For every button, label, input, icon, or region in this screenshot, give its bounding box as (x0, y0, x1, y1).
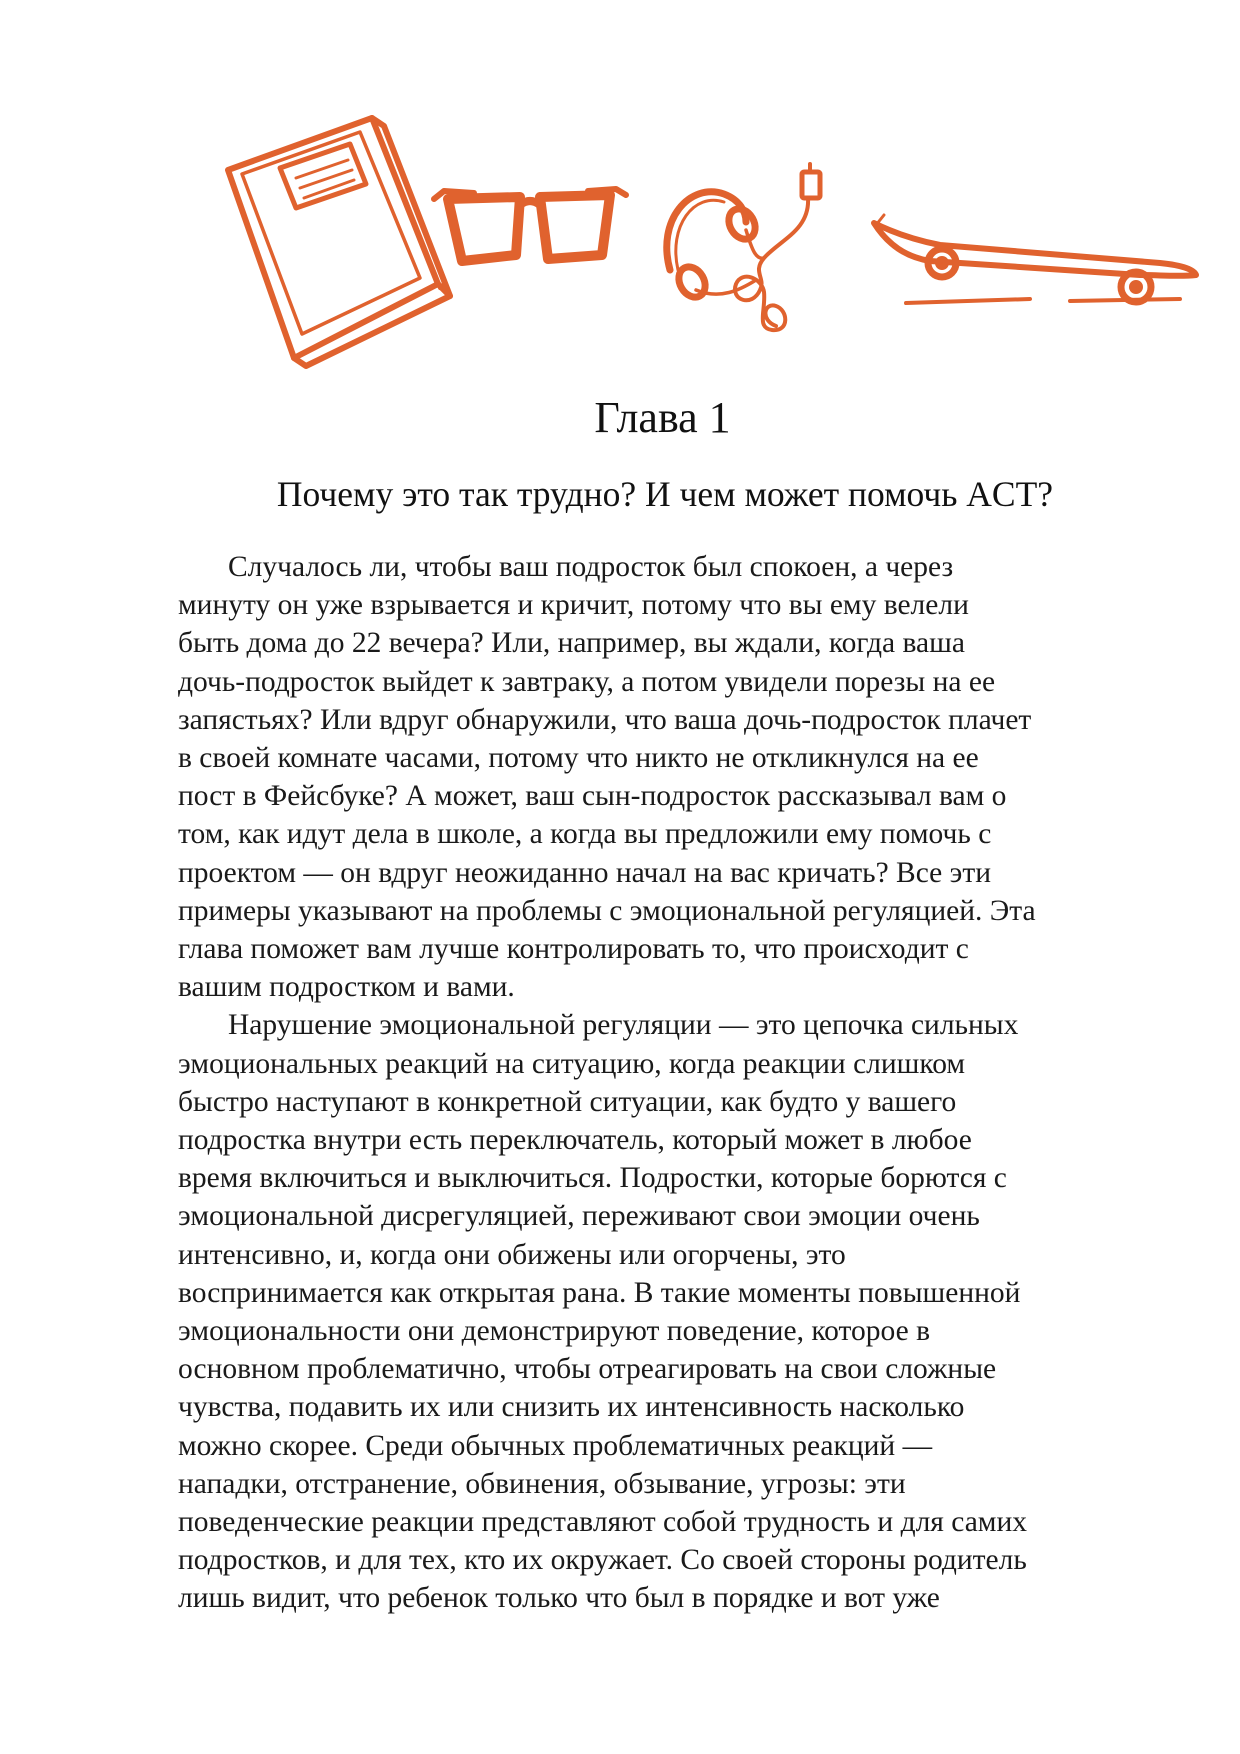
text-line: время включиться и выключиться. Подростки, которые борются с (178, 1162, 1007, 1195)
text-line: запястьях? Или вдруг обнаружили, что ваша дочь-подросток плачет (178, 703, 1032, 736)
chapter-title: Глава 1 (594, 393, 731, 442)
text-line: чувства, подавить их или снизить их интенсивность насколько (178, 1391, 965, 1424)
text-line: том, как идут дела в школе, а когда вы предложили ему помочь с (178, 818, 992, 851)
text-line: быстро наступают в конкретной ситуации, как будто у вашего (178, 1085, 957, 1118)
text-line: вашим подростком и вами. (178, 971, 515, 1004)
text-line: поведенческие реакции представляют собой трудность и для самих (178, 1506, 1027, 1539)
chapter-illustrations (0, 0, 1240, 380)
text-line: Нарушение эмоциональной регуляции — это цепочка сильных (228, 1009, 1019, 1042)
text-line: воспринимается как открытая рана. В такие моменты повышенной (178, 1276, 1021, 1309)
chapter-subtitle: Почему это так трудно? И чем может помочь ACT? (276, 474, 1054, 514)
text-line: пост в Фейсбуке? А может, ваш сын-подросток рассказывал вам о (178, 780, 1007, 813)
skateboard-icon (870, 215, 1200, 315)
paragraph (178, 548, 1178, 1006)
text-line: дочь-подросток выйдет к завтраку, а потом увидели порезы на ее (178, 665, 996, 698)
text-line: основном проблематично, чтобы отреагировать на свои сложные (178, 1353, 997, 1386)
text-line: эмоциональности они демонстрируют поведение, которое в (178, 1315, 931, 1348)
text-line: минуту он уже взрывается и кричит, потому что вы ему велели (178, 589, 969, 622)
glasses-icon (430, 183, 630, 283)
text-line: эмоциональной дисрегуляцией, переживают свои эмоции очень (178, 1200, 980, 1233)
headphones-icon (660, 160, 850, 335)
text-line: быть дома до 22 вечера? Или, например, вы ждали, когда ваша (178, 627, 965, 660)
text-line: подростка внутри есть переключатель, который может в любое (178, 1124, 972, 1157)
text-line: можно скорее. Среди обычных проблематичных реакций — (178, 1429, 933, 1462)
book-icon (224, 112, 454, 372)
text-line: нападки, отстранение, обвинения, обзывание, угрозы: эти (178, 1467, 906, 1500)
text-line: эмоциональных реакций на ситуацию, когда реакции слишком (178, 1047, 966, 1080)
text-line: подростков, и для тех, кто их окружает. Со своей стороны родитель (178, 1544, 1027, 1577)
text-line: проектом — он вдруг неожиданно начал на вас кричать? Все эти (178, 856, 991, 889)
text-line: лишь видит, что ребенок только что был в порядке и вот уже (178, 1582, 940, 1615)
body-text (178, 548, 1178, 1618)
paragraph (178, 1006, 1178, 1617)
text-line: Случалось ли, чтобы ваш подросток был спокоен, а через (228, 551, 954, 583)
text-line: глава поможет вам лучше контролировать то, что происходит с (178, 933, 969, 966)
text-line: интенсивно, и, когда они обижены или огорчены, это (178, 1238, 846, 1271)
text-line: примеры указывают на проблемы с эмоциональной регуляцией. Эта (178, 894, 1036, 927)
text-line: в своей комнате часами, потому что никто не откликнулся на ее (178, 742, 979, 775)
